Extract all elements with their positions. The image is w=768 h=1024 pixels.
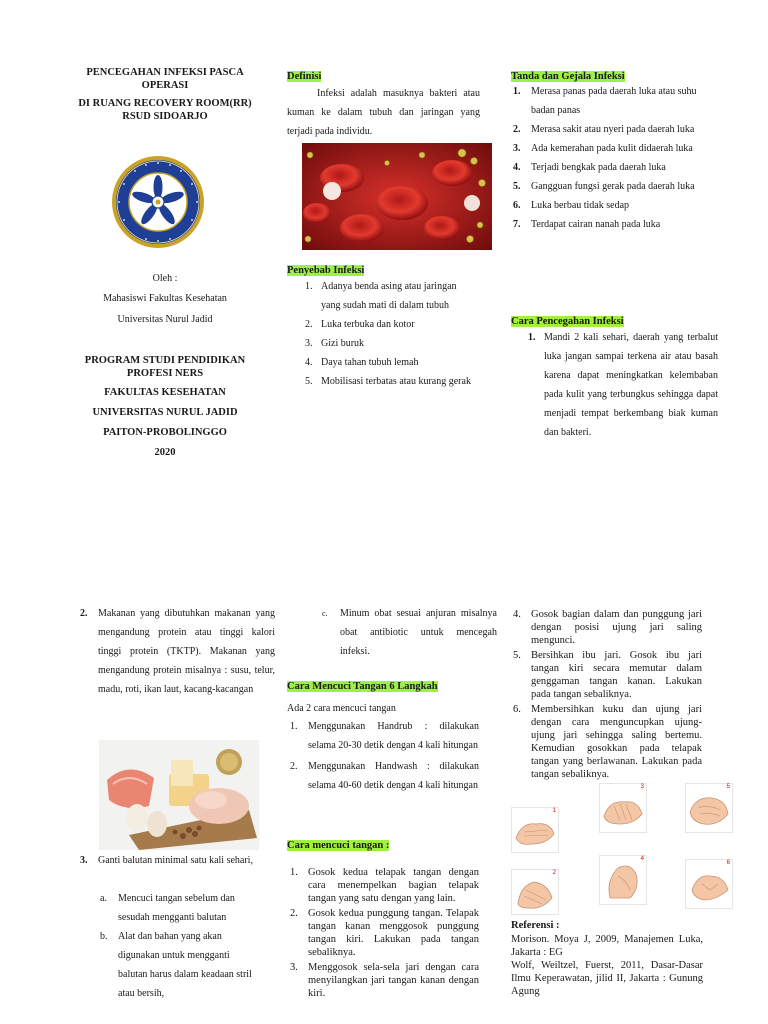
cover-program: PROGRAM STUDI PENDIDIKAN PROFESI NERS xyxy=(84,355,246,379)
tanda-list xyxy=(513,82,701,234)
cover-title-1: PENCEGAHAN INFEKSI PASCA OPERASI xyxy=(86,67,244,91)
cover-city: PAITON-PROBOLINGGO xyxy=(103,427,227,438)
cuci-heading: Cara Mencuci Tangan 6 Langkah xyxy=(287,681,438,692)
list-item: 3. Ada kemerahan pada kulit didaerah luka xyxy=(513,143,693,154)
list-item: 2. Merasa sakit atau nyeri pada daerah luka xyxy=(513,124,695,135)
list-item: 1. Gosok kedua telapak tangan dengan cara menempelkan bagian telapak tangan yang satu dengan yang lain. xyxy=(290,867,479,904)
list-item: 1. Merasa panas pada daerah luka atau suhu badan panas xyxy=(513,86,697,116)
list-item: 6. Luka berbau tidak sedap xyxy=(513,200,630,211)
list-item: 7. Terdapat cairan nanah pada luka xyxy=(513,219,661,230)
university-logo-icon xyxy=(110,154,206,250)
definisi-text: Infeksi adalah masuknya bakteri atau kuman ke dalam tubuh dan jaringan yang terjadi pada individu. xyxy=(287,88,480,137)
referensi-item-1: Morison. Moya J, 2009, Manajemen Luka, Jakarta : EG xyxy=(511,934,703,958)
handwash-step-5-image: 5 xyxy=(685,783,733,833)
list-item: 1. Adanya benda asing atau jaringan yang sudah mati di dalam tubuh xyxy=(305,281,457,311)
cover-title-2: DI RUANG RECOVERY ROOM(RR) RSUD SIDOARJO xyxy=(78,98,252,122)
list-item: 4. Daya tahan tubuh lemah xyxy=(305,357,419,368)
list-item: a. Mencuci tangan sebelum dan sesudah mengganti balutan xyxy=(100,893,235,923)
handwash-step-3-image: 3 xyxy=(599,783,647,833)
list-item: 4. Terjadi bengkak pada daerah luka xyxy=(513,162,666,173)
cover-author-1: Mahasiswi Fakultas Kesehatan xyxy=(103,293,227,304)
cuci-steps-list-a xyxy=(290,866,479,1000)
list-item: 1. Menggunakan Handrub : dilakukan selama 20-30 detik dengan 4 kali hitungan xyxy=(290,721,479,751)
cuci-steps-list-b xyxy=(513,608,702,781)
protein-food-image xyxy=(99,740,259,850)
referensi-heading: Referensi : xyxy=(511,920,560,931)
cover-faculty: FAKULTAS KESEHATAN xyxy=(104,387,226,398)
list-item: 3. Menggosok sela-sela jari dengan cara menyilangkan jari tangan kanan dengan kiri. xyxy=(290,962,479,999)
penyebab-list xyxy=(305,277,475,391)
cover-author-2: Universitas Nurul Jadid xyxy=(117,314,213,325)
pencegahan-sub-c: c. Minum obat sesuai anjuran misalnya obat antibiotic untuk mencegah infeksi. xyxy=(322,608,497,657)
handwash-step-1-image: 1 xyxy=(511,807,559,853)
bacteria-image xyxy=(302,143,492,250)
pencegahan-sub-list xyxy=(100,889,257,1003)
handwash-step-2-image: 2 xyxy=(511,869,559,915)
list-item: 2. Menggunakan Handwash : dilakukan selama 40-60 detik dengan 4 kali hitungan xyxy=(290,761,479,791)
definisi-heading: Definisi xyxy=(287,71,322,82)
pencegahan-item-1: 1. Mandi 2 kali sehari, daerah yang terbalut luka jangan sampai terkena air atau basah karena dapat meningkatkan kelembaban pada kulit yang terbungkus sehingga dapat menjadi tempat berkembang biak kuman dan bakteri. xyxy=(528,332,718,438)
cover-university: UNIVERSITAS NURUL JADID xyxy=(92,407,238,418)
cover-year: 2020 xyxy=(154,447,176,458)
cuci-intro: Ada 2 cara mencuci tangan xyxy=(287,703,396,714)
tanda-heading: Tanda dan Gejala Infeksi xyxy=(511,71,625,82)
list-item: 2. Gosok kedua punggung tangan. Telapak tangan kanan menggosok punggung tangan kiri. Lakukan pada tangan sebaliknya. xyxy=(290,908,479,958)
cuci-cara-list xyxy=(290,717,479,795)
list-item: 5. Gangguan fungsi gerak pada daerah luka xyxy=(513,181,695,192)
list-item: 5. Mobilisasi terbatas atau kurang gerak xyxy=(305,376,471,387)
list-item: 4. Gosok bagian dalam dan punggung jari dengan posisi ujung jari saling mengunci. xyxy=(513,609,702,646)
pencegahan-item-2: 2. Makanan yang dibutuhkan makanan yang mengandung protein atau tinggi kalori tinggi protein (TKTP). Makanan yang mengandung protein misalnya : susu, telur, madu, roti, ikan laut, kacang-kacangan xyxy=(80,608,275,695)
list-item: 6. Membersihkan kuku dan ujung jari dengan cara menguncupkan ujung-ujung jari sehingga saling bertemu. Kemudian gosokkan pada telapak tangan yang berlawanan. Lakukan pada tangan sebaliknya. xyxy=(513,704,702,780)
cover-oleh: Oleh : xyxy=(152,273,178,284)
list-item: 3. Gizi buruk xyxy=(305,338,365,349)
penyebab-heading: Penyebab Infeksi xyxy=(287,265,365,276)
cuci-steps-heading: Cara mencuci tangan : xyxy=(287,840,390,851)
referensi-item-2: Wolf, Weiltzel, Fuerst, 2011, Dasar-Dasar Ilmu Keperawatan, jilid II, Jakarta : Gunung Agung xyxy=(511,960,703,997)
list-item: 5. Bersihkan ibu jari. Gosok ibu jari tangan kiri secara memutar dalam genggaman tangan kanan. Lakukan pada tangan sebaliknya. xyxy=(513,650,702,700)
list-item: 2. Luka terbuka dan kotor xyxy=(305,319,415,330)
handwash-step-4-image: 4 xyxy=(599,855,647,905)
pencegahan-item-3: 3. Ganti balutan minimal satu kali sehari, xyxy=(80,855,253,866)
pencegahan-heading: Cara Pencegahan Infeksi xyxy=(511,316,624,327)
list-item: b. Alat dan bahan yang akan digunakan untuk mengganti balutan harus dalam keadaan stril atau bersih, xyxy=(100,931,252,999)
handwash-step-6-image: 6 xyxy=(685,859,733,909)
